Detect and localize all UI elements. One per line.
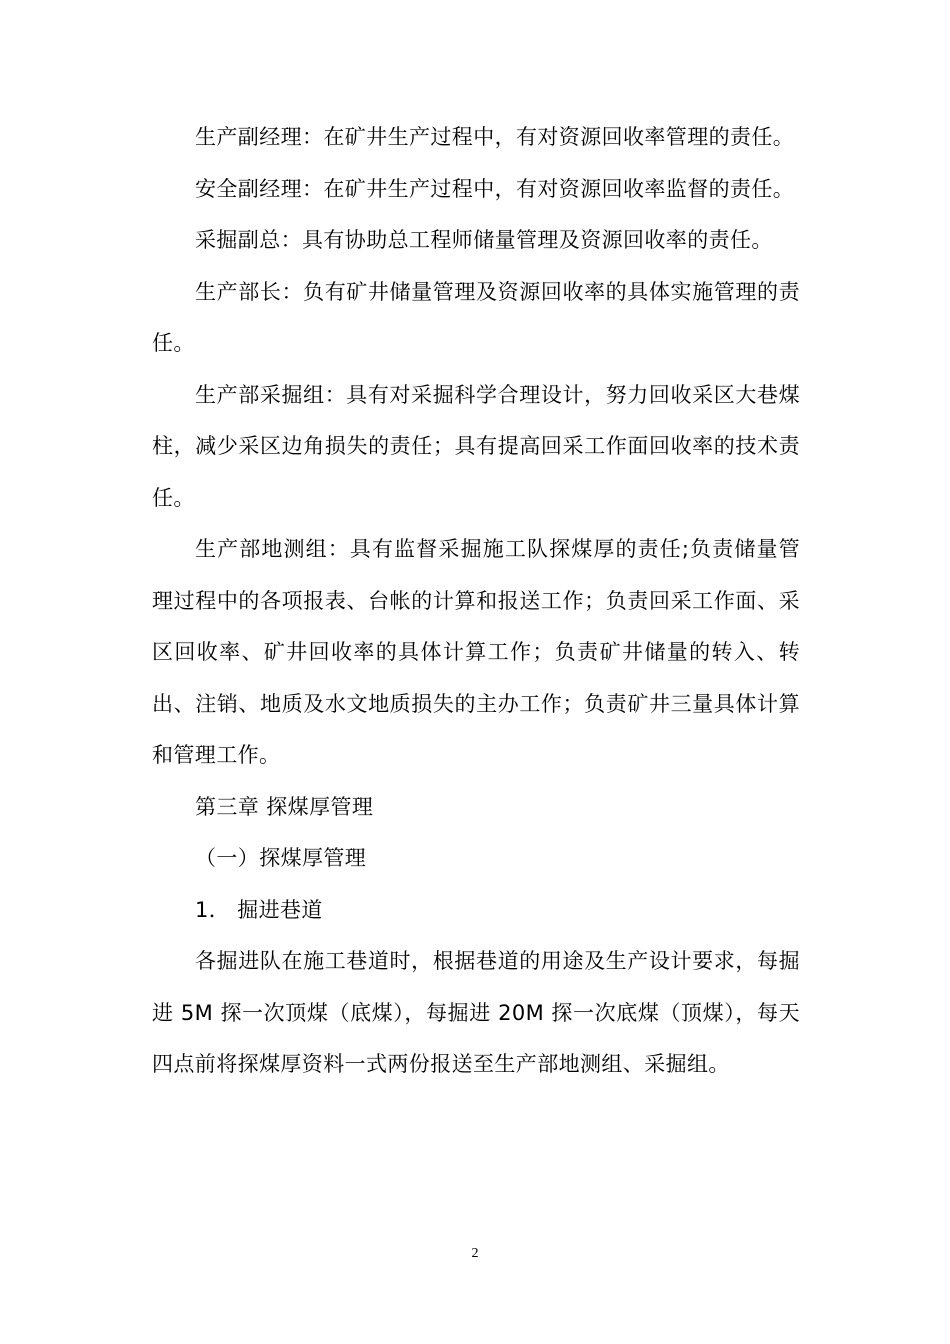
page-number: 2 — [471, 1246, 479, 1261]
paragraph-mining-group: 生产部采掘组：具有对采掘科学合理设计，努力回收采区大巷煤柱，减少采区边角损失的责任；具有提高回采工作面回收率的技术责任。 — [152, 382, 800, 510]
subsection-heading: 1． 掘进巷道 — [195, 897, 323, 922]
document-body — [152, 112, 800, 1091]
paragraph-survey-group: 生产部地测组：具有监督采掘施工队探煤厚的责任;负责储量管理过程中的各项报表、台帐的计算和报送工作；负责回采工作面、采区回收率、矿井回收率的具体计算工作；负责矿井储量的转入、转出、注销、地质及水文地质损失的主办工作；负责矿井三量具体计算和管理工作。 — [152, 537, 800, 767]
section-heading: （一）探煤厚管理 — [195, 846, 367, 870]
paragraph-deputy-production-manager: 生产副经理：在矿井生产过程中，有对资源回收率管理的责任。 — [195, 125, 795, 149]
paragraph-deputy-mining-chief: 采掘副总：具有协助总工程师储量管理及资源回收率的责任。 — [195, 228, 773, 252]
paragraph-deputy-safety-manager: 安全副经理：在矿井生产过程中，有对资源回收率监督的责任。 — [195, 176, 795, 201]
paragraph-production-minister: 生产部长：负有矿井储量管理及资源回收率的具体实施管理的责任。 — [152, 279, 800, 355]
paragraph-tunneling-rules: 各掘进队在施工巷道时，根据巷道的用途及生产设计要求，每掘进 5M 探一次顶煤（底煤），每掘进 20M 探一次底煤（顶煤），每天四点前将探煤厚资料一式两份报送至生产部地测组、采掘组。 — [152, 949, 800, 1076]
chapter-heading: 第三章 探煤厚管理 — [195, 794, 374, 819]
